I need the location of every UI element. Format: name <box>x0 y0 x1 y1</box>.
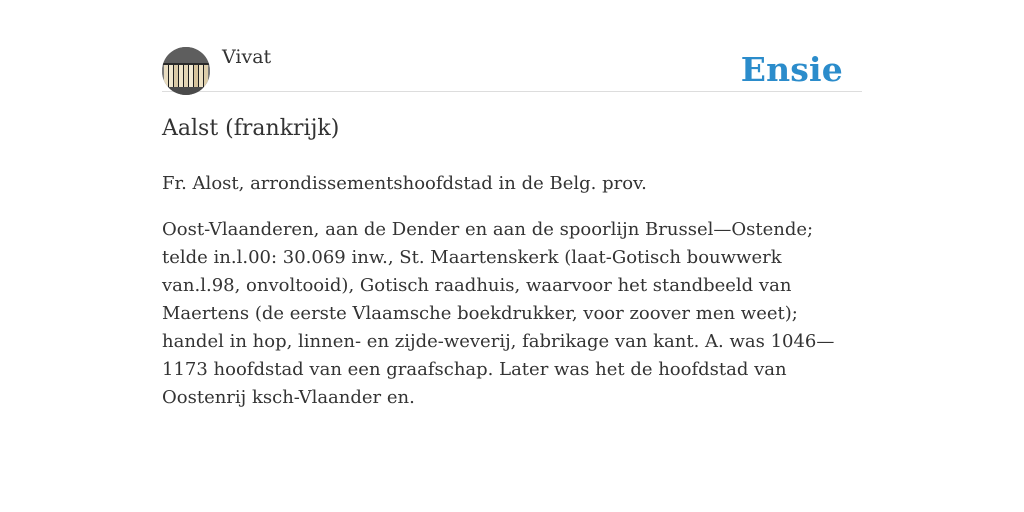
books-avatar-icon <box>162 47 210 95</box>
brand-logo[interactable]: Ensie <box>740 50 843 89</box>
author-name[interactable]: Vivat <box>222 46 272 68</box>
article-card <box>162 40 862 408</box>
avatar[interactable] <box>162 47 210 95</box>
lead-paragraph: Fr. Alost, arrondissementshoofdstad in de Belg. prov. <box>162 173 647 194</box>
article-header <box>162 40 862 92</box>
page-title: Aalst (frankrijk) <box>162 116 340 141</box>
body-paragraph: Oost-Vlaanderen, aan de Dender en aan de spoorlijn Brussel—Ostende; telde in.l.00: 30.069 inw., St. Maartenskerk (laat-Gotisch bouwwerk van.l.98, onvoltooid), Gotisch raadhuis, waarvoor het standbeeld van Maertens (de eerste Vlaamsche boekdrukker, voor zoover men weet); handel in hop, linnen- en zijde-weverij, fabrikage van kant. A. was 1046—1173 hoofdstad van een graafschap. Later was het de hoofdstad van Oostenrij ksch-Vlaander en. <box>162 219 835 408</box>
